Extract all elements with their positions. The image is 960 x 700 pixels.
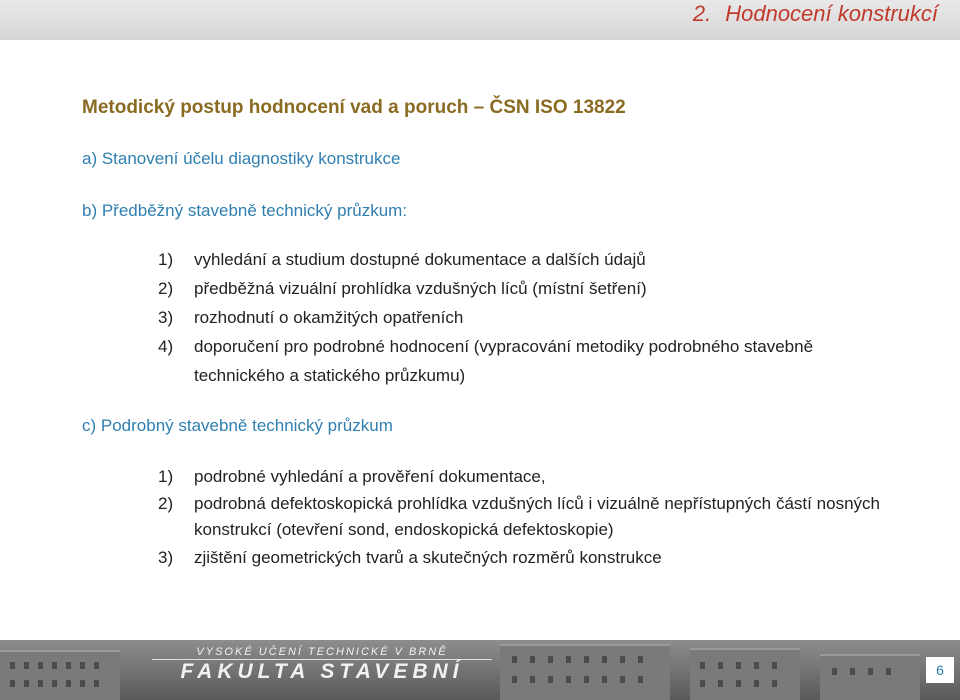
list-item bbox=[158, 245, 880, 274]
item-text: rozhodnutí o okamžitých opatřeních bbox=[194, 308, 464, 327]
slide-header-title bbox=[693, 1, 938, 27]
section-number: 2. bbox=[692, 1, 712, 26]
section-b-title: b) Předběžný stavebně technický průzkum: bbox=[82, 201, 408, 220]
item-number: 1) bbox=[158, 467, 174, 486]
slide-heading: Metodický postup hodnocení vad a poruch – ČSN ISO 13822 bbox=[82, 97, 626, 118]
logo-university-name: VYSOKÉ UČENÍ TECHNICKÉ V BRNĚ bbox=[152, 646, 492, 660]
footer-building-image bbox=[690, 648, 800, 700]
item-number: 1) bbox=[158, 250, 174, 269]
section-a-title: a) Stanovení účelu diagnostiky konstrukce bbox=[82, 149, 401, 168]
footer-banner bbox=[0, 640, 960, 700]
item-text: zjištění geometrických tvarů a skutečných rozměrů konstrukce bbox=[194, 548, 662, 567]
item-text: podrobné vyhledání a prověření dokumentace, bbox=[194, 467, 546, 486]
list-item bbox=[158, 543, 880, 572]
item-number: 3) bbox=[158, 548, 174, 567]
section-title: Hodnocení konstrukcí bbox=[725, 1, 938, 26]
list-item bbox=[158, 462, 880, 491]
item-text: podrobná defektoskopická prohlídka vzdušných líců i vizuálně nepřístupných částí nosných konstrukcí (otevření sond, endoskopická defektoskopie) bbox=[194, 494, 880, 539]
logo-faculty-name: FAKULTA STAVEBNÍ bbox=[180, 660, 464, 683]
section-c-title: c) Podrobný stavebně technický průzkum bbox=[82, 416, 393, 435]
list-item bbox=[158, 274, 880, 303]
item-number: 2) bbox=[158, 494, 174, 513]
list-item bbox=[158, 303, 880, 332]
item-number: 2) bbox=[158, 279, 174, 298]
footer-building-image bbox=[820, 654, 920, 700]
footer-building-image bbox=[500, 644, 670, 700]
page-number: 6 bbox=[926, 657, 954, 683]
item-text: vyhledání a studium dostupné dokumentace a dalších údajů bbox=[194, 250, 646, 269]
item-number: 3) bbox=[158, 308, 174, 327]
item-text: doporučení pro podrobné hodnocení (vypracování metodiky podrobného stavebně technického a statického průzkumu) bbox=[194, 337, 814, 385]
faculty-logo bbox=[152, 646, 492, 684]
section-b-list bbox=[158, 245, 880, 390]
footer-building-image bbox=[0, 650, 120, 700]
item-number: 4) bbox=[158, 337, 174, 356]
list-item bbox=[158, 491, 880, 543]
list-item bbox=[158, 332, 880, 390]
section-c-list bbox=[158, 462, 880, 572]
item-text: předběžná vizuální prohlídka vzdušných líců (místní šetření) bbox=[194, 279, 647, 298]
